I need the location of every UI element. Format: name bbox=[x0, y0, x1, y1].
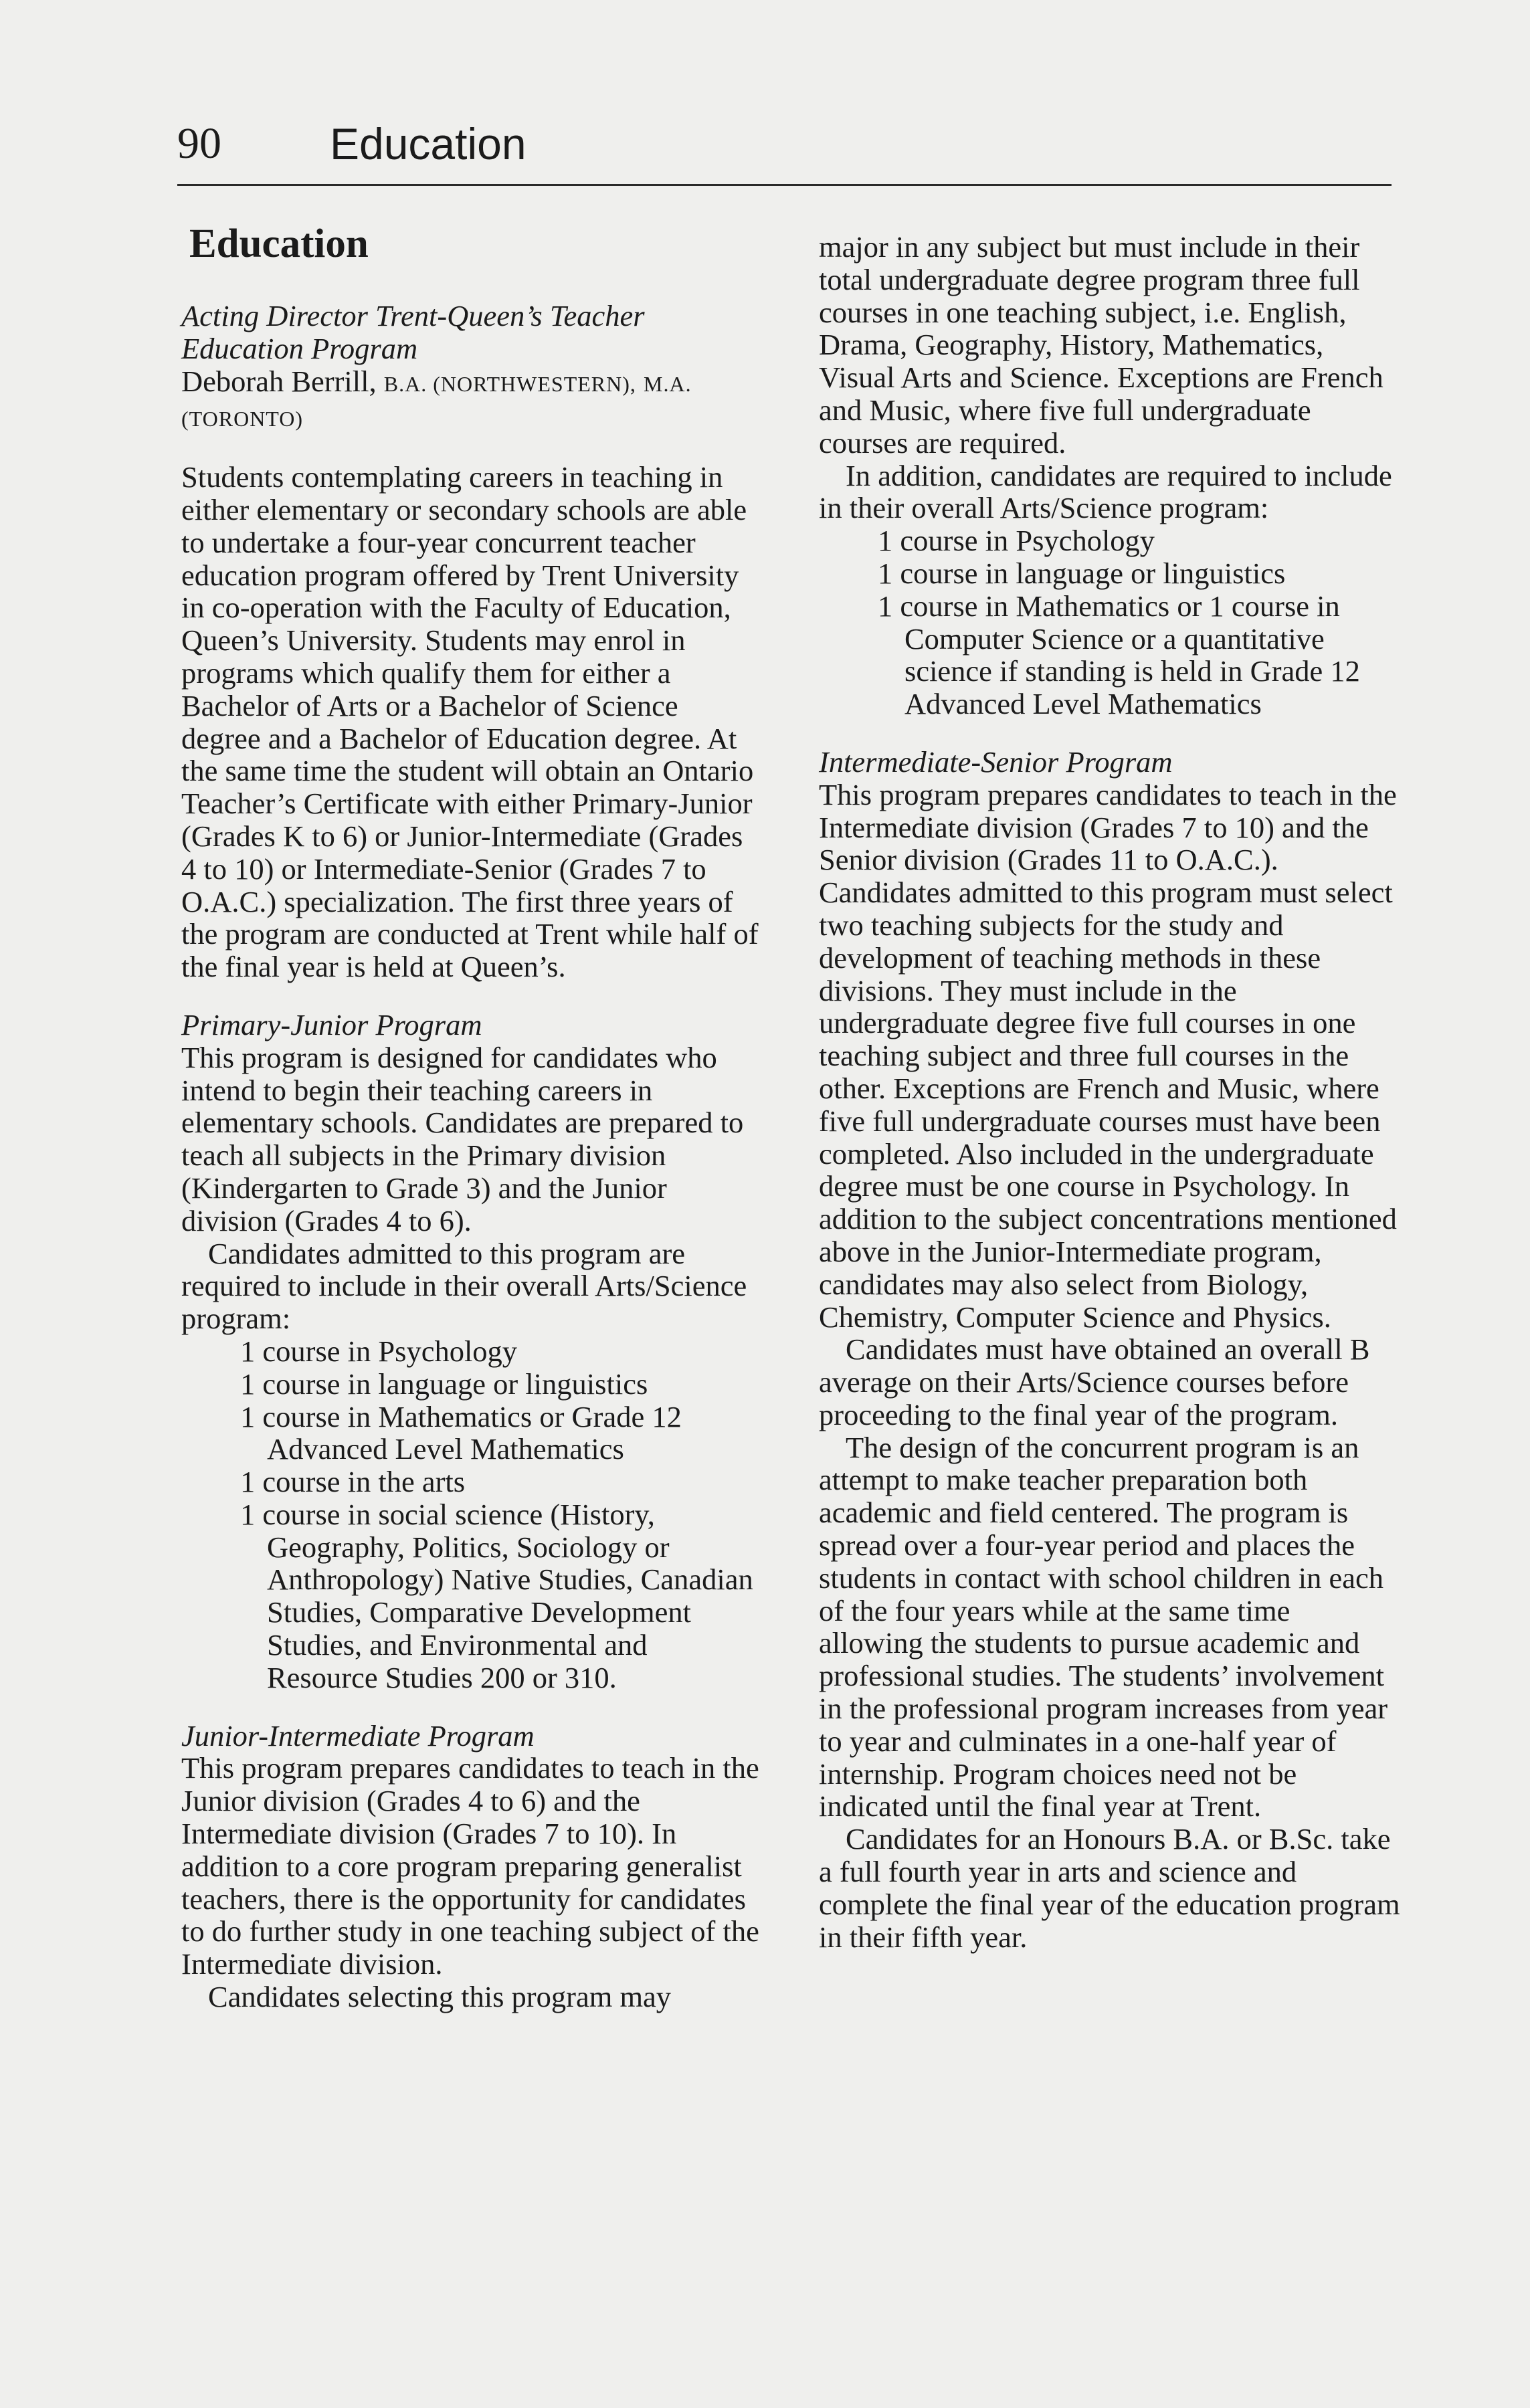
director-credentials-1: B.A. (NORTHWESTERN), bbox=[383, 371, 636, 396]
intermediate-senior-heading: Intermediate-Senior Program bbox=[819, 744, 1173, 779]
list-item: 1 course in language or linguistics bbox=[878, 556, 1286, 590]
list-item: 1 course in social science (History, Geography, Politics, Sociology or Anthropology) Native Studies, Canadian Studies, Comparative Development Studies, and Environmental and Resource Studies 200 or 310. bbox=[240, 1497, 753, 1694]
junior-intermediate-paragraph-1: This program prepares candidates to teach in the Junior division (Grades 4 to 6) and the Intermediate division (Grades 7 to 10). In addition to a core program preparing generalist teachers, there is the opportunity for candidates to do further study in one teaching subject of the Intermediate division. bbox=[181, 1751, 759, 1981]
intermediate-senior-paragraph-2: Candidates must have obtained an overall B average on their Arts/Science courses before proceeding to the final year of the program. bbox=[819, 1332, 1370, 1431]
left-column bbox=[181, 214, 763, 2013]
list-item: 1 course in Psychology bbox=[878, 524, 1155, 558]
junior-intermediate-heading: Junior-Intermediate Program bbox=[181, 1718, 535, 1752]
primary-junior-paragraph-2: Candidates admitted to this program are required to include in their overall Arts/Science program: bbox=[181, 1236, 747, 1336]
section-title: Education bbox=[189, 221, 369, 266]
junior-intermediate-paragraph-2-start: Candidates selecting this program may bbox=[208, 1980, 672, 2014]
primary-junior-paragraph-1: This program is designed for candidates who intend to begin their teaching careers in elementary schools. Candidates are prepared to teach all subjects in the Primary division (Kindergarten to Grade 3) and the Junior division (Grades 4 to 6). bbox=[181, 1040, 744, 1237]
junior-intermediate-paragraph-3: In addition, candidates are required to include in their overall Arts/Science program: bbox=[819, 458, 1392, 525]
primary-junior-heading: Primary-Junior Program bbox=[181, 1007, 482, 1041]
intro-paragraph: Students contemplating careers in teaching in either elementary or secondary schools are able to undertake a four-year concurrent teacher education program offered by Trent University in co-operation with the Faculty of Education, Queen’s University. Students may enrol in programs which qualify them for either a Bachelor of Arts or a Bachelor of Science degree and a Bachelor of Education degree. At the same time the student will obtain an Ontario Teacher’s Certificate with either Primary-Junior (Grades K to 6) or Junior-Intermediate (Grades 4 to 10) or Intermediate-Senior (Grades 7 to O.A.C.) specialization. The first three years of the program are conducted at Trent while half of the final year is held at Queen’s. bbox=[181, 460, 759, 984]
page-number: 90 bbox=[177, 119, 221, 168]
intermediate-senior-paragraph-1: This program prepares candidates to teach in the Intermediate division (Grades 7 to 10) and the Senior division (Grades 11 to O.A.C.). Candidates admitted to this program must select two teaching subjects for the study and development of teaching methods in these divisions. They must include in the undergraduate degree five full courses in one teaching subject and three full courses in the other. Exceptions are French and Music, where five full undergraduate courses must have been completed. Also included in the undergraduate degree must be one course in Psychology. In addition to the subject concentrations mentioned above in the Junior-Intermediate program, candidates may also select from Biology, Chemistry, Computer Science and Physics. bbox=[819, 777, 1397, 1334]
director-role-title: Acting Director Trent-Queen’s Teacher Education Program bbox=[181, 299, 645, 365]
list-item: 1 course in language or linguistics bbox=[240, 1367, 648, 1401]
intermediate-senior-paragraph-4: Candidates for an Honours B.A. or B.Sc. take a full fourth year in arts and science and complete the final year of the education program in their fifth year. bbox=[819, 1822, 1400, 1954]
running-title: Education bbox=[330, 119, 527, 169]
intermediate-senior-paragraph-3: The design of the concurrent program is an attempt to make teacher preparation both academic and field centered. The program is spread over a four-year period and places the students in contact with school children in each of the four years while at the same time allowing the students to pursue academic and professional studies. The students’ involvement in the professional program increases from year to year and culminates in a one-half year of internship. Program choices need not be indicated until the final year at Trent. bbox=[819, 1430, 1388, 1823]
director-name-line bbox=[181, 365, 763, 436]
list-item: 1 course in Psychology bbox=[240, 1334, 518, 1368]
primary-junior-course-list bbox=[181, 1335, 763, 1694]
director-credentials-2: M.A. (TORONTO) bbox=[181, 371, 692, 431]
header-rule bbox=[177, 184, 1392, 186]
director-name: Deborah Berrill, bbox=[181, 364, 377, 398]
running-header bbox=[177, 117, 1395, 179]
junior-intermediate-continued: major in any subject but must include in their total undergraduate degree program three full courses in one teaching subject, i.e. English, Drama, Geography, History, Mathematics, Visual Arts and Science. Exceptions are French and Music, where five full undergraduate courses are required. bbox=[819, 230, 1383, 460]
list-item: 1 course in Mathematics or Grade 12 Advanced Level Mathematics bbox=[240, 1399, 682, 1466]
junior-intermediate-course-list bbox=[819, 524, 1401, 720]
list-item: 1 course in the arts bbox=[240, 1465, 466, 1499]
right-column bbox=[819, 231, 1401, 1953]
list-item: 1 course in Mathematics or 1 course in Computer Science or a quantitative science if standing is held in Grade 12 Advanced Level Mathematics bbox=[878, 589, 1360, 721]
